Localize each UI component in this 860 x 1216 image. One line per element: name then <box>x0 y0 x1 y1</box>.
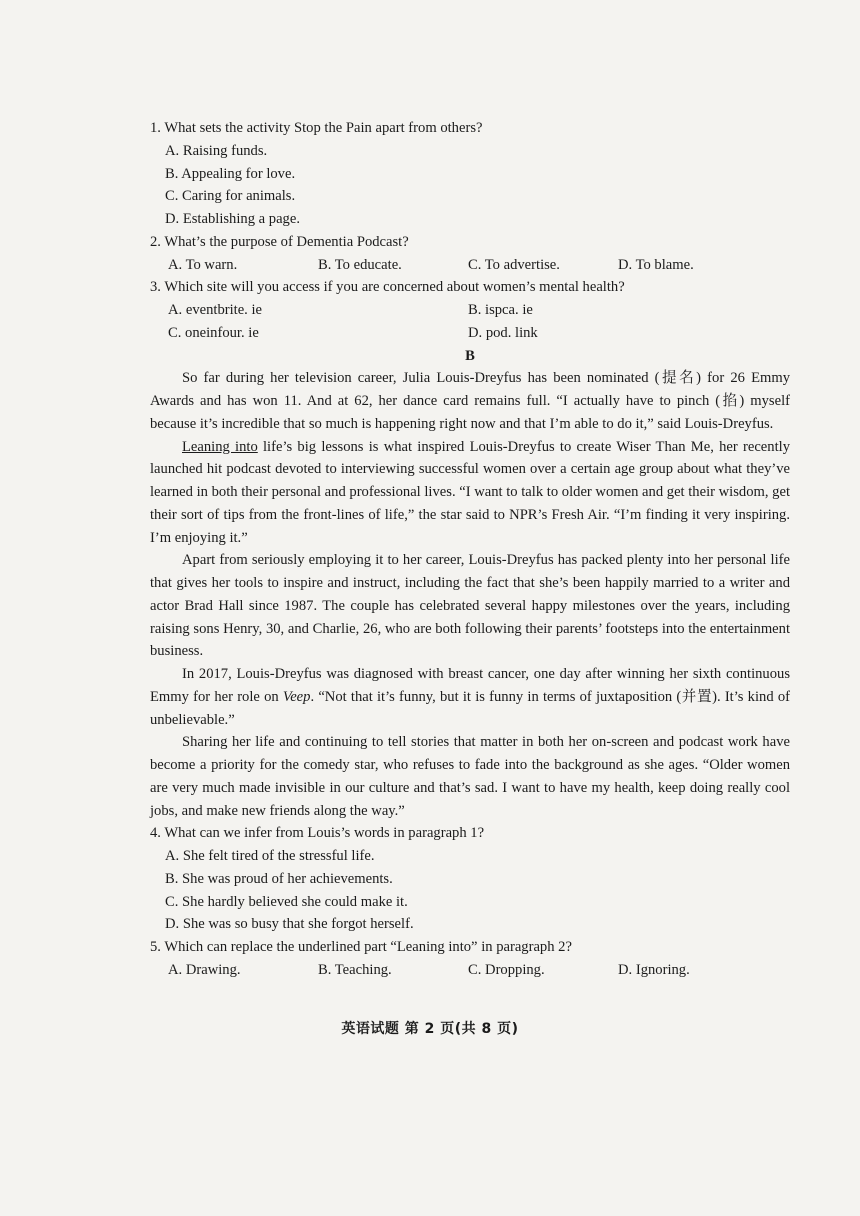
question-2-options <box>168 254 790 277</box>
question-5-option-c: C. Dropping. <box>468 961 545 978</box>
question-2-option-b: B. To educate. <box>318 256 402 273</box>
question-4-option-d: D. She was so busy that she forgot herself. <box>165 916 414 933</box>
paragraph-4-text-after: . “Not that it’s funny, but it is funny in terms of juxtaposition (并置). It’s kind of unbelievable.” <box>150 688 790 728</box>
passage-paragraph-3: Apart from seriously employing it to her career, Louis-Dreyfus has packed plenty into her personal life that gives her tools to inspire and instruct, including the fact that she’s been happily married to a writer and actor Brad Hall since 1987. The couple has celebrated several happy milestones over the years, including raising sons Henry, 30, and Charlie, 26, who are both following their parents’ footsteps into the entertainment business. <box>150 552 790 660</box>
question-3-option-b: B. ispca. ie <box>468 302 533 318</box>
show-title-veep: Veep <box>282 688 311 705</box>
question-5-option-d: D. Ignoring. <box>618 961 690 978</box>
question-3-stem: 3. Which site will you access if you are concerned about women’s mental health? <box>150 279 625 296</box>
question-3-option-d: D. pod. link <box>468 324 538 341</box>
paragraph-2-text: life’s big lessons is what inspired Louis-Dreyfus to create Wiser Than Me, her recently launched hit podcast devoted to interviewing successful women over a certain age group about what they’ve learned in both their personal and professional lives. “I want to talk to older women and get their wisdom, get their sort of tips from the front-lines of life,” the star said to NPR’s Fresh Air. “I’m finding it very inspiring. I’m enjoying it.” <box>150 438 790 546</box>
question-2-option-c: C. To advertise. <box>468 256 560 273</box>
question-1-option-d: D. Establishing a page. <box>165 211 300 227</box>
paragraph-4-text-before: In 2017, Louis-Dreyfus was diagnosed with breast cancer, one day after winning her sixth continuous Emmy for her role on <box>150 666 790 705</box>
passage-paragraph-4 <box>150 663 790 731</box>
question-1-option-b: B. Appealing for love. <box>165 165 296 182</box>
question-4-option-c: C. She hardly believed she could make it. <box>165 893 408 910</box>
question-5-option-b: B. Teaching. <box>318 961 392 978</box>
question-2-option-d: D. To blame. <box>618 256 694 273</box>
question-2-stem: 2. What’s the purpose of Dementia Podcast? <box>150 233 409 250</box>
question-5-option-a: A. Drawing. <box>168 961 241 978</box>
passage-paragraph-2 <box>150 436 790 550</box>
section-b-heading: B <box>465 347 475 364</box>
question-5-options <box>168 959 790 982</box>
page-footer: 英语试题 第 2 页(共 8 页) <box>341 1021 519 1037</box>
question-4-option-a: A. She felt tired of the stressful life. <box>165 848 375 864</box>
question-3-option-a: A. eventbrite. ie <box>168 302 263 318</box>
passage-paragraph-5: Sharing her life and continuing to tell stories that matter in both her on-screen and podcast work have become a priority for the comedy star, who refuses to fade into the background as she ages. “Older women are very much made invisible in our culture and that’s sad. I want to have my health, keep doing really cool jobs, and make new friends along the way.” <box>150 734 790 819</box>
question-1-stem: 1. What sets the activity Stop the Pain apart from others? <box>150 120 483 136</box>
passage-paragraph-1: So far during her television career, Julia Louis-Dreyfus has been nominated (提名) for 26 Emmy Awards and has won 11. And at 62, her dance card remains full. “I actually have to pinch (掐) myself because it’s incredible that so much is happening right now and that I’m able to do it,” said Louis-Dreyfus. <box>150 370 790 432</box>
question-5-stem: 5. Which can replace the underlined part “Leaning into” in paragraph 2? <box>150 939 572 955</box>
question-4-stem: 4. What can we infer from Louis’s words in paragraph 1? <box>150 825 485 842</box>
page-content <box>150 117 790 982</box>
question-4-option-b: B. She was proud of her achievements. <box>165 870 393 887</box>
question-2-option-a: A. To warn. <box>168 256 238 273</box>
question-1-option-a: A. Raising funds. <box>165 142 268 159</box>
question-3-options <box>168 299 790 345</box>
question-3-option-c: C. oneinfour. ie <box>168 324 259 341</box>
question-1-option-c: C. Caring for animals. <box>165 188 296 205</box>
underlined-phrase: Leaning into <box>182 438 258 455</box>
